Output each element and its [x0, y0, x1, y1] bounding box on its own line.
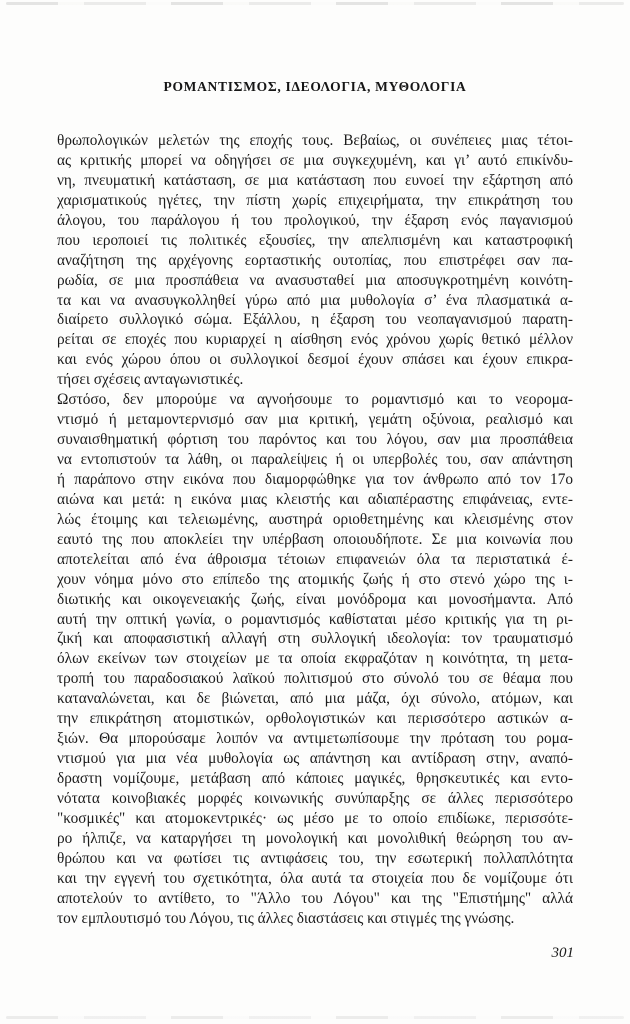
paragraph-2: [57, 390, 573, 928]
paragraph-1: [57, 131, 573, 390]
text-line: συναισθηματική φόρτιση του παρόντος και του λόγου, σαν μια προσπάθεια: [57, 431, 573, 449]
text-line: καταναλώνεται, και δε βιώνεται, από μια μάζα, όχι σύνολο, ατόμων, και: [57, 690, 573, 708]
text-line: τον εμπλουτισμό του Λόγου, τις άλλες διαστάσεις και στιγμές της γνώσης.: [57, 909, 515, 927]
text-line: "κοσμικές" και ατομοκεντρικές· ως μέσο με το οποίο επιδίωκε, περισσότε-: [57, 809, 573, 827]
text-line: αναζήτηση της αρχέγονης εορταστικής ουτοπίας, που επιστρέφει σαν πα-: [57, 251, 573, 269]
text-line: ρείται σε εποχές που κυριαρχεί η αίσθηση ενός χρόνου χωρίς θετικό μέλλον: [57, 331, 573, 349]
text-line: εαυτό της που αποκλείει την υπέρβαση οποιουδήποτε. Σε μια κοινωνία που: [57, 530, 573, 548]
text-line: νότατα κοινοβιακές μορφές κοινωνικής συνύπαρξης σε άλλες περισσότερο: [57, 789, 573, 807]
text-line: νη, πνευματική κατάσταση, σε μια κατάσταση που ευνοεί την εξάρτηση από: [57, 171, 573, 189]
text-line: άλογου, του παράλογου ή του προλογικού, την έξαρση ενός παγανισμού: [57, 211, 573, 229]
text-line: αιώνα και μετά: η εικόνα μιας κλειστής και αδιαπέραστης επιφάνειας, εντε-: [57, 490, 573, 508]
text-line: αυτή την οπτική γωνία, ο ρομαντισμός καθίσταται μέσο κριτικής για τη ρι-: [57, 610, 573, 628]
text-line: αποτελούν το αντίθετο, το "Άλλο του Λόγου" και της "Επιστήμης" αλλά: [57, 889, 573, 907]
text-line: θρωπολογικών μελετών της εποχής τους. Βεβαίως, οι συνέπειες μιας τέτοι-: [57, 132, 573, 149]
scan-edge-artifact-bottom: [6, 1016, 624, 1019]
text-line: ξιών. Θα μπορούσαμε λοιπόν να αντιμετωπίσουμε την πρόταση του ρομα-: [57, 730, 573, 748]
text-line: λώς έτοιμης και τελειωμένης, αυστηρά οριοθετημένης και κλεισμένης στον: [57, 510, 573, 528]
text-line: ρο ήλπιζε, να καταργήσει τη μονολογική και μονολιθική θεώρηση του αν-: [57, 829, 573, 847]
text-line: την επικράτηση ατομιστικών, ορθολογιστικών και περισσότερο αστικών α-: [57, 710, 573, 728]
text-line: ή παράπονο στην εικόνα που διαμορφώθηκε για τον άνθρωπο από τον 17ο: [57, 470, 573, 488]
text-line: ζική και αποφασιστική αλλαγή στη συλλογική ιδεολογία: τον τραυματισμό: [57, 630, 573, 648]
text-line: διωτικής και οικογενειακής ζωής, είναι μονόδρομα και μονοσήμαντα. Από: [57, 590, 573, 608]
text-line: χαρισματικούς ηγέτες, την πίστη χωρίς επιχειρήματα, την επικράτηση του: [57, 191, 573, 209]
text-line: που ιεροποιεί τις πολιτικές εξουσίες, την απελπισμένη και καταστροφική: [57, 231, 573, 249]
text-line: ντισμό ή μεταμοντερνισμό σαν μια κριτική, γεμάτη οξύνοια, ρεαλισμό και: [57, 411, 573, 429]
text-line: διαίρετο συλλογικό σώμα. Εξάλλου, η έξαρση του νεοπαγανισμού παρατη-: [57, 311, 573, 329]
text-line: και την εγγενή του σχετικότητα, όλα αυτά τα στοιχεία που δε νομίζουμε ότι: [57, 869, 573, 887]
text-line: τα και να ανασυγκολληθεί γύρω από μια μυθολογία σ’ ένα πλασματικά α-: [57, 291, 573, 309]
text-line: αποτελείται από ένα άθροισμα τέτοιων επιφανειών όλα τα περιστατικά έ-: [57, 550, 573, 568]
text-line: όλων εκείνων των στοιχείων με τα οποία εκφραζόταν η κοινότητα, τη μετα-: [57, 650, 573, 668]
text-line: τήσει σχέσεις ανταγωνιστικές.: [57, 371, 244, 389]
text-line: να εντοπιστούν τα λάθη, οι παραλείψεις ή οι υπερβολές του, σαν απάντηση: [57, 451, 573, 468]
text-line: Ωστόσο, δεν μπορούμε να αγνοήσουμε το ρομαντισμό και το νεορομα-: [57, 391, 573, 409]
running-title: ΡΟΜΑΝΤΙΣΜΟΣ, ΙΔΕΟΛΟΓΙΑ, ΜΥΘΟΛΟΓΙΑ: [163, 79, 467, 94]
body-text: [57, 131, 573, 929]
text-line: δραστη νομίζουμε, μετάβαση από κάποιες μαγικές, θρησκευτικές και εντο-: [57, 770, 573, 787]
text-line: χουν νόημα μόνο στο επίπεδο της ατομικής ζωής ή στο στενό χώρο της ι-: [57, 570, 573, 588]
scan-edge-artifact-top: [6, 2, 624, 5]
text-line: ας κριτικής μπορεί να οδηγήσει σε μια συγκεχυμένη, και γι’ αυτό επικίνδυ-: [57, 151, 573, 169]
page-number: 301: [551, 945, 574, 961]
text-line: θρώπου και να φωτίσει τις αντιφάσεις του, την εσωτερική πολλαπλότητα: [57, 849, 573, 867]
text-line: τροπή του παραδοσιακού λαϊκού πολιτισμού στο σύνολό του σε θέαμα που: [57, 670, 573, 688]
text-line: και ενός χώρου όπου οι συλλογικοί δεσμοί έχουν σπάσει και έχουν επικρα-: [57, 351, 573, 369]
text-line: ρωδία, σε μια προσπάθεια να ανασυσταθεί μια αποσυγκροτημένη κοινότη-: [57, 271, 573, 289]
text-line: ντισμού για μια νέα μυθολογία ως απάντηση και αντίδραση στην, αναπό-: [57, 750, 573, 768]
